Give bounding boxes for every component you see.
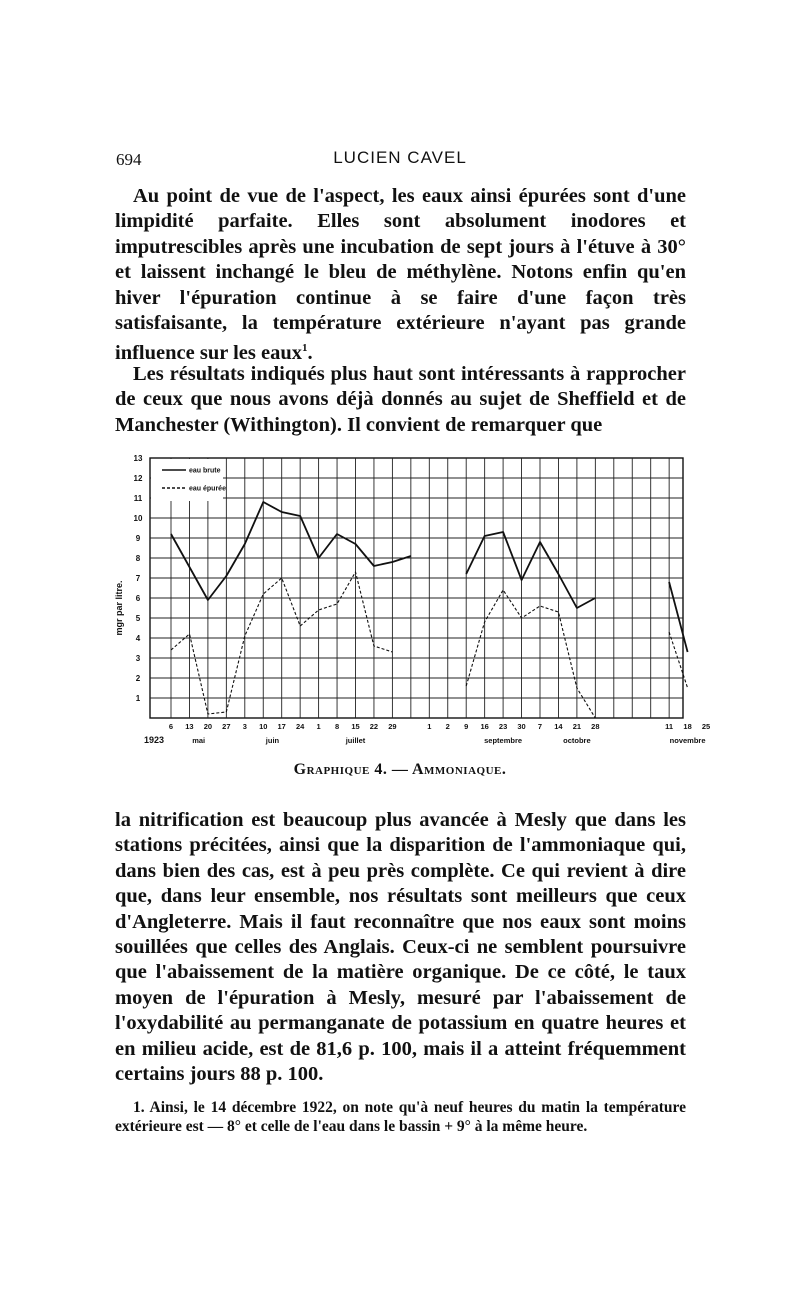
- series-line-eau-epuree: [466, 590, 595, 718]
- y-axis-ticks: [134, 454, 143, 703]
- paragraph-3: la nitrification est beaucoup plus avancée à Mesly que dans les stations précitées, ainsi que la disparition de l'ammoniaque qui, dans bien des cas, est à peu près complète. Ce qui revient à dire que, dans leur ensemble, nos résultats sont meilleurs que ceux d'Angleterre. Mais il faut reconnaître que nos eaux sont moins souillées que celles des Anglais. Ceux-ci ne semblent poursuivre que l'abaissement de la matière organique. De ce côté, le taux moyen de l'épuration à Mesly, mesuré par l'abaissement de l'oxydabilité au permanganate de potassium en quatre heures et en milieu acide, est de 81,6 p. 100, mais il a atteint fréquemment certains jours 88 p. 100.: [115, 809, 686, 1086]
- x-tick-label: 27: [222, 722, 231, 731]
- y-tick-label: 2: [135, 674, 141, 683]
- x-tick-label: 7: [537, 722, 543, 731]
- x-tick-label: 8: [334, 722, 340, 731]
- x-tick-label: 13: [185, 722, 194, 731]
- month-label: novembre: [669, 736, 706, 745]
- footnote: [115, 1098, 686, 1136]
- running-title: LUCIEN CAVEL: [333, 148, 467, 167]
- x-tick-label: 11: [665, 722, 674, 731]
- x-tick-label: 29: [388, 722, 397, 731]
- x-tick-label: 15: [351, 722, 360, 731]
- ammonia-chart: [100, 440, 711, 760]
- figure-caption: Graphique 4. — Ammoniaque.: [293, 761, 507, 778]
- series-line-eau-brute: [171, 502, 411, 600]
- legend-label: eau brute: [189, 467, 221, 475]
- plot-frame: [150, 458, 683, 718]
- y-tick-label: 10: [133, 514, 143, 523]
- month-label: juillet: [345, 736, 366, 745]
- y-axis-label: mgr par litre.: [114, 580, 124, 636]
- x-tick-label: 2: [445, 722, 450, 731]
- footnote-marker: 1.: [133, 1099, 145, 1116]
- x-tick-label: 24: [295, 722, 305, 731]
- month-label: septembre: [484, 736, 523, 745]
- y-tick-label: 3: [135, 654, 141, 663]
- y-tick-label: 9: [135, 534, 141, 543]
- legend-box: [151, 459, 223, 501]
- legend-label: eau épurée: [189, 485, 226, 493]
- footnote-ref[interactable]: 1: [301, 342, 308, 355]
- month-label: octobre: [563, 736, 591, 745]
- x-tick-label: 1: [427, 722, 432, 731]
- x-tick-label: 16: [480, 722, 489, 731]
- x-tick-label: 14: [554, 722, 563, 731]
- x-tick-label: 9: [464, 722, 469, 731]
- y-tick-label: 6: [135, 594, 141, 603]
- paragraph-1-text: Au point de vue de l'aspect, les eaux ainsi épurées sont d'une limpidité parfaite. Elles sont absolument inodores et imputrescibles après une incubation de sept jours à l'étuve à 30° et laissent inchangé le bleu de méthylène. Notons enfin qu'en hiver l'épuration continue à se faire d'une façon très satisfaisante, la température extérieure n'ayant pas grande influence sur les eaux: [115, 185, 686, 365]
- month-label: mai: [192, 736, 206, 745]
- x-tick-label: 28: [591, 722, 600, 731]
- x-tick-label: 6: [168, 722, 174, 731]
- x-tick-label: 20: [203, 722, 213, 731]
- y-tick-label: 1: [135, 694, 141, 703]
- chart-grid: [150, 458, 683, 718]
- y-tick-label: 12: [133, 474, 143, 483]
- page-number: 694: [116, 150, 142, 169]
- chart-legend: [151, 459, 226, 501]
- y-tick-label: 7: [135, 574, 141, 583]
- series-line-eau-brute: [466, 532, 595, 608]
- footnote-text: Ainsi, le 14 décembre 1922, on note qu'à neuf heures du matin la température extérieure est — 8° et celle de l'eau dans le bassin + 9° à la même heure.: [115, 1099, 686, 1135]
- x-tick-label: 18: [683, 722, 692, 731]
- y-tick-label: 4: [135, 634, 141, 643]
- x-axis-ticks: [144, 722, 710, 745]
- x-tick-label: 22: [369, 722, 379, 731]
- month-label: juin: [265, 736, 280, 745]
- x-tick-label: 21: [572, 722, 582, 731]
- series-line-eau-brute: [669, 582, 688, 652]
- year-label: 1923: [143, 735, 165, 745]
- y-tick-label: 13: [133, 454, 143, 463]
- y-tick-label: 8: [135, 554, 141, 563]
- paragraph-1-end: .: [307, 342, 313, 365]
- x-tick-label: 1: [316, 722, 321, 731]
- x-tick-label: 3: [242, 722, 247, 731]
- x-tick-label: 17: [277, 722, 286, 731]
- y-tick-label: 5: [135, 614, 141, 623]
- y-tick-label: 11: [133, 494, 143, 503]
- x-tick-label: 10: [259, 722, 268, 731]
- x-tick-label: 30: [517, 722, 526, 731]
- x-tick-label: 23: [498, 722, 508, 731]
- paragraph-1: [115, 184, 686, 367]
- paragraph-2: Les résultats indiqués plus haut sont intéressants à rapprocher de ceux que nous avons déjà donnés au sujet de Sheffield et de Manchester (Withington). Il convient de remarquer que: [115, 363, 686, 436]
- x-tick-label: 25: [701, 722, 711, 731]
